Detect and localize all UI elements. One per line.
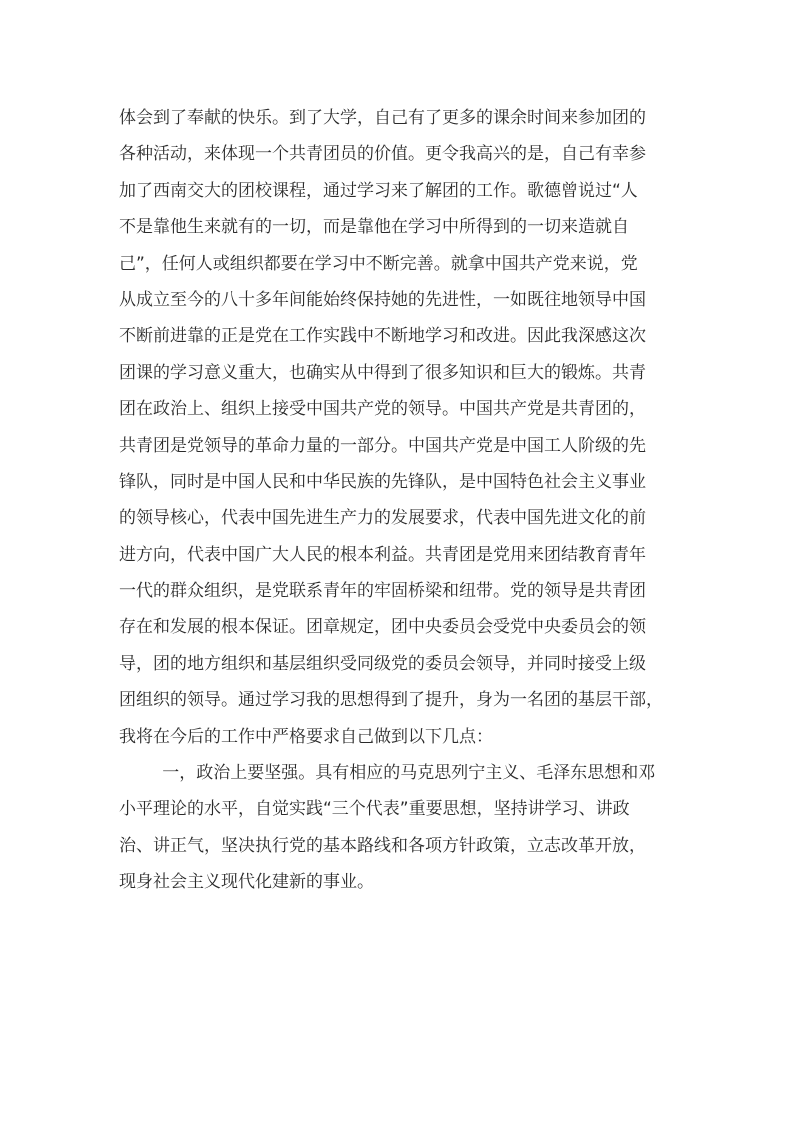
text-line: 团组织的领导。通过学习我的思想得到了提升，身为一名团的基层干部， xyxy=(119,690,663,711)
text-line: 的领导核心，代表中国先进生产力的发展要求，代表中国先进文化的前 xyxy=(119,508,646,529)
text-line: 团课的学习意义重大，也确实从中得到了很多知识和巨大的锻炼。共青 xyxy=(119,362,646,383)
text-line: 各种活动，来体现一个共青团员的价值。更令我高兴的是，自己有幸参 xyxy=(119,144,646,165)
text-line: 团在政治上、组织上接受中国共产党的领导。中国共产党是共青团的， xyxy=(119,399,646,420)
text-line: 现身社会主义现代化建新的事业。 xyxy=(119,872,374,893)
text-line: 体会到了奉献的快乐。到了大学，自己有了更多的课余时间来参加团的 xyxy=(119,108,646,128)
text-line: 存在和发展的根本保证。团章规定，团中央委员会受党中央委员会的领 xyxy=(119,617,646,638)
text-line: 进方向，代表中国广大人民的根本利益。共青团是党用来团结教育青年 xyxy=(119,544,646,565)
text-line: 己”，任何人或组织都要在学习中不断完善。就拿中国共产党来说，党 xyxy=(119,253,638,274)
text-line: 我将在今后的工作中严格要求自己做到以下几点： xyxy=(119,726,493,747)
text-line: 治、讲正气，坚决执行党的基本路线和各项方针政策，立志改革开放， xyxy=(119,835,646,856)
text-line: 导，团的地方组织和基层组织受同级党的委员会领导，并同时接受上级 xyxy=(119,653,646,674)
text-line: 小平理论的水平，自觉实践“三个代表”重要思想，坚持讲学习、讲政 xyxy=(119,799,630,820)
text-line: 不断前进靠的正是党在工作实践中不断地学习和改进。因此我深感这次 xyxy=(119,326,646,347)
body-text xyxy=(119,100,679,901)
text-line: 一代的群众组织，是党联系青年的牢固桥梁和纽带。党的领导是共青团 xyxy=(119,581,646,602)
text-line: 一，政治上要坚强。具有相应的马克思列宁主义、毛泽东思想和邓 xyxy=(119,763,656,784)
text-line: 不是靠他生来就有的一切，而是靠他在学习中所得到的一切来造就自 xyxy=(119,217,629,238)
text-line: 共青团是党领导的革命力量的一部分。中国共产党是中国工人阶级的先 xyxy=(119,435,646,456)
text-line: 加了西南交大的团校课程，通过学习来了解团的工作。歌德曾说过“人 xyxy=(119,180,638,201)
text-line: 锋队，同时是中国人民和中华民族的先锋队，是中国特色社会主义事业 xyxy=(119,471,646,492)
text-line: 从成立至今的八十多年间能始终保持她的先进性，一如既往地领导中国 xyxy=(119,289,646,310)
